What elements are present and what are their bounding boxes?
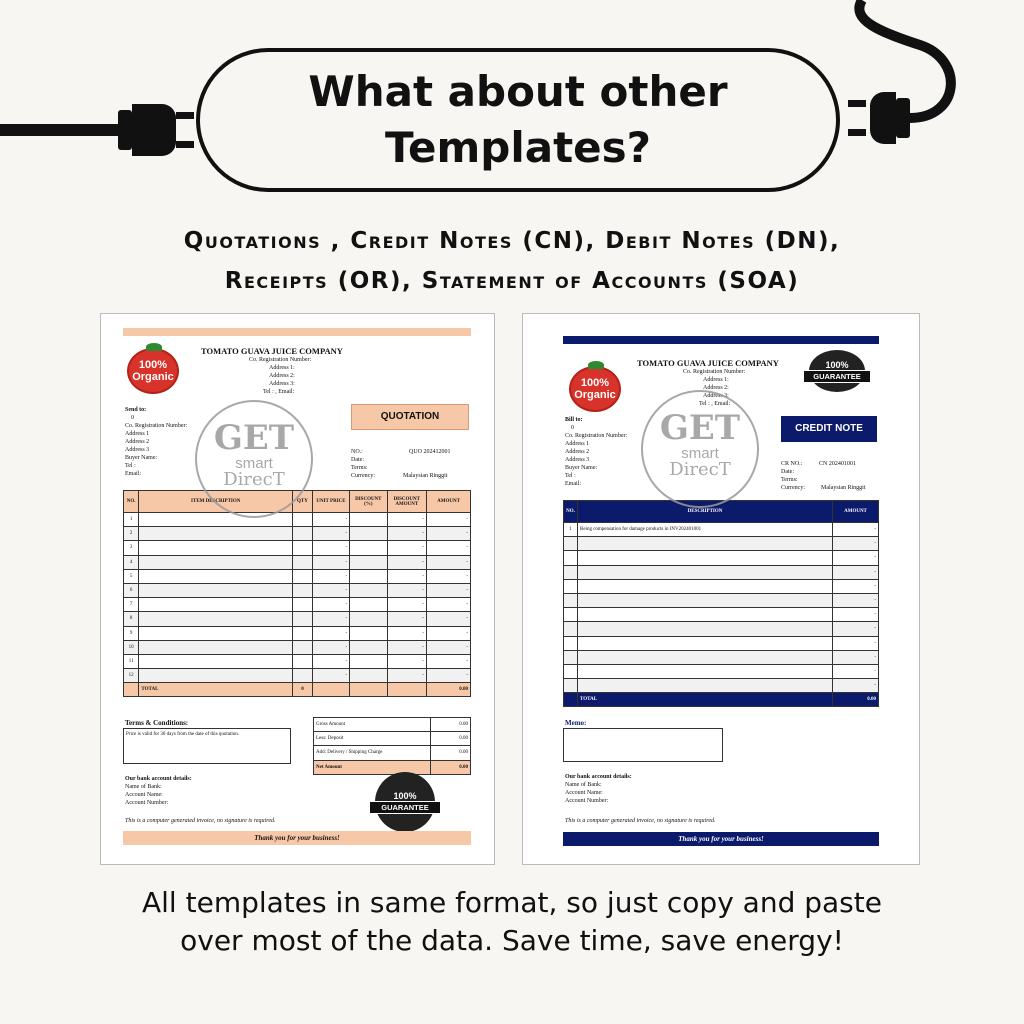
row-description [578, 622, 833, 636]
row-description [578, 608, 833, 622]
row-description [578, 565, 833, 579]
row-no [564, 608, 578, 622]
bank-name: Name of Bank: [125, 784, 162, 790]
table-row [564, 679, 879, 693]
row-discount-amount: - [387, 541, 427, 555]
row-no: 12 [124, 669, 139, 683]
row-no: 10 [124, 640, 139, 654]
account-number: Account Number: [125, 800, 169, 806]
row-amount: - [833, 650, 879, 664]
deposit-value: 0.00 [431, 732, 471, 746]
doc-no-label: CR NO.: [781, 461, 803, 467]
row-qty [293, 541, 313, 555]
company-address-2: Address 2: [703, 385, 729, 391]
total-label: TOTAL [578, 693, 833, 707]
getsmart-watermark [195, 400, 313, 518]
col-discount-pct: DISCOUNT (%) [350, 491, 387, 513]
row-discount-pct [350, 612, 387, 626]
row-discount-amount: - [387, 669, 427, 683]
company-address-1: Address 1: [269, 365, 295, 371]
table-row [124, 555, 471, 569]
total-amount: 0.00 [833, 693, 879, 707]
row-qty [293, 640, 313, 654]
row-unit-price: - [312, 640, 349, 654]
row-discount-amount: - [387, 513, 427, 527]
table-row [124, 583, 471, 597]
doc-no-label: NO.: [351, 449, 363, 455]
row-qty [293, 669, 313, 683]
col-no: NO. [124, 491, 139, 513]
computer-generated-note: This is a computer generated invoice, no signature is required. [125, 818, 276, 824]
row-amount: - [833, 579, 879, 593]
row-discount-pct [350, 555, 387, 569]
terms-text: Price is valid for 30 days from the date of this quotation. [126, 732, 240, 737]
bill-to-label: Bill to: [565, 417, 583, 423]
row-no [564, 579, 578, 593]
gross-label: Gross Amount [314, 718, 431, 732]
table-row [124, 640, 471, 654]
col-no: NO. [564, 501, 578, 523]
row-discount-pct [350, 654, 387, 668]
customer-address-2: Address 2 [125, 439, 150, 445]
customer-name: 0 [131, 415, 134, 421]
row-amount: - [833, 523, 879, 537]
customer-address-2: Address 2 [565, 449, 590, 455]
row-discount-amount: - [387, 640, 427, 654]
table-row [124, 513, 471, 527]
footer-line-2: over most of the data. Save time, save energy! [180, 924, 844, 957]
company-address-2: Address 2: [269, 373, 295, 379]
row-no: 1 [124, 513, 139, 527]
row-discount-pct [350, 626, 387, 640]
customer-address-3: Address 3 [565, 457, 590, 463]
doc-no-value: CN 202401001 [819, 461, 856, 467]
customer-name: 0 [571, 425, 574, 431]
row-description [139, 669, 293, 683]
table-row [564, 523, 879, 537]
gross-value: 0.00 [431, 718, 471, 732]
col-description: DESCRIPTION [578, 501, 833, 523]
total-label: TOTAL [139, 683, 293, 697]
row-discount-amount: - [387, 612, 427, 626]
row-amount: - [427, 527, 471, 541]
row-amount: - [427, 583, 471, 597]
row-amount: - [833, 664, 879, 678]
row-amount: - [427, 654, 471, 668]
row-discount-pct [350, 583, 387, 597]
row-no: 3 [124, 541, 139, 555]
row-no [564, 537, 578, 551]
thank-you-bar: Thank you for your business! [563, 832, 879, 846]
row-no: 2 [124, 527, 139, 541]
row-discount-amount: - [387, 569, 427, 583]
row-no [564, 593, 578, 607]
row-amount: - [427, 513, 471, 527]
row-description [139, 612, 293, 626]
row-no [564, 679, 578, 693]
company-address-3: Address 3: [703, 393, 729, 399]
memo-box [563, 728, 723, 762]
row-unit-price: - [312, 555, 349, 569]
total-spacer [124, 683, 139, 697]
row-no [564, 565, 578, 579]
row-no: 6 [124, 583, 139, 597]
row-description [578, 593, 833, 607]
col-unit-price: UNIT PRICE [312, 491, 349, 513]
customer-reg: Co. Registration Number: [565, 433, 628, 439]
title-line-1: What about other [308, 67, 728, 116]
row-discount-pct [350, 598, 387, 612]
row-no: 11 [124, 654, 139, 668]
organic-badge [127, 348, 179, 394]
row-description [139, 527, 293, 541]
table-row [564, 565, 879, 579]
header-bar [563, 336, 879, 344]
watermark-line-1: GET [213, 418, 295, 458]
row-description [578, 664, 833, 678]
row-discount-amount: - [387, 583, 427, 597]
row-amount: - [833, 537, 879, 551]
row-description [139, 640, 293, 654]
row-discount-pct [350, 541, 387, 555]
row-discount-pct [350, 669, 387, 683]
watermark-line-1: GET [659, 408, 741, 448]
bank-title: Our bank account details: [565, 774, 632, 780]
row-discount-pct [350, 640, 387, 654]
row-description [139, 626, 293, 640]
document-title: CREDIT NOTE [781, 416, 877, 442]
customer-email: Email: [565, 481, 581, 487]
col-amount: AMOUNT [833, 501, 879, 523]
header-bar [123, 328, 471, 336]
table-row [124, 654, 471, 668]
bank-title: Our bank account details: [125, 776, 192, 782]
organic-badge-line-1: 100% [580, 377, 610, 389]
table-row [564, 593, 879, 607]
guarantee-badge [809, 350, 865, 392]
buyer-name: Buyer Name: [565, 465, 598, 471]
row-amount: - [833, 622, 879, 636]
col-discount-amount: DISCOUNT AMOUNT [387, 491, 427, 513]
subtitle-line-2: Receipts (OR), Statement of Accounts (SOA) [224, 268, 800, 294]
row-amount: - [833, 636, 879, 650]
row-description [139, 654, 293, 668]
terms-label: Terms: [351, 465, 368, 471]
net-value: 0.00 [431, 760, 471, 774]
table-row [564, 622, 879, 636]
left-plug-icon [0, 104, 194, 156]
row-unit-price: - [312, 626, 349, 640]
row-no: 7 [124, 598, 139, 612]
doc-no-value: QUO 202412001 [409, 449, 451, 455]
document-title: QUOTATION [351, 404, 469, 430]
row-no: 8 [124, 612, 139, 626]
row-unit-price: - [312, 513, 349, 527]
terms-title: Terms & Conditions: [125, 719, 189, 727]
net-label: Net Amount [314, 760, 431, 774]
thank-you-bar: Thank you for your business! [123, 831, 471, 845]
row-amount: - [833, 565, 879, 579]
account-number: Account Number: [565, 798, 609, 804]
date-label: Date: [781, 469, 794, 475]
row-qty [293, 513, 313, 527]
row-amount: - [427, 555, 471, 569]
table-row [564, 636, 879, 650]
company-name: TOMATO GUAVA JUICE COMPANY [637, 358, 779, 368]
row-qty [293, 612, 313, 626]
table-row [124, 612, 471, 626]
buyer-name: Buyer Name: [125, 455, 158, 461]
computer-generated-note: This is a computer generated invoice, no signature is required. [565, 818, 716, 824]
delivery-label: Add: Delivery / Shipping Charge [314, 746, 431, 760]
title-line-2: Templates? [384, 123, 652, 172]
row-description [139, 555, 293, 569]
row-unit-price: - [312, 598, 349, 612]
row-description [139, 598, 293, 612]
row-no [564, 622, 578, 636]
row-no: 4 [124, 555, 139, 569]
guarantee-badge [375, 772, 435, 832]
credit-items-table [563, 500, 879, 707]
row-amount: - [833, 679, 879, 693]
company-address-3: Address 3: [269, 381, 295, 387]
company-contact: Tel : , Email: [263, 389, 295, 395]
total-qty: 0 [293, 683, 313, 697]
send-to-label: Send to: [125, 407, 147, 413]
bank-name: Name of Bank: [565, 782, 602, 788]
row-unit-price: - [312, 541, 349, 555]
row-amount: - [427, 541, 471, 555]
table-row [124, 569, 471, 583]
customer-address-3: Address 3 [125, 447, 150, 453]
row-no [564, 636, 578, 650]
delivery-value: 0.00 [431, 746, 471, 760]
row-description: Being compensation for damage products in INV202401001 [578, 523, 833, 537]
summary-table [313, 717, 471, 775]
table-row [564, 664, 879, 678]
table-row [564, 551, 879, 565]
quotation-template [100, 313, 495, 865]
row-amount: - [427, 669, 471, 683]
account-name: Account Name: [125, 792, 163, 798]
row-no [564, 551, 578, 565]
quotation-items-table [123, 490, 471, 697]
table-row [124, 527, 471, 541]
row-qty [293, 527, 313, 541]
right-plug-icon [848, 0, 951, 144]
row-discount-amount: - [387, 654, 427, 668]
credit-note-template [522, 313, 920, 865]
row-qty [293, 654, 313, 668]
table-row [564, 608, 879, 622]
row-discount-amount: - [387, 626, 427, 640]
row-unit-price: - [312, 569, 349, 583]
row-unit-price: - [312, 612, 349, 626]
customer-email: Email: [125, 471, 141, 477]
row-unit-price: - [312, 527, 349, 541]
currency-value: Malaysian Ringgit [403, 473, 448, 479]
row-qty [293, 598, 313, 612]
customer-tel: Tel : [565, 473, 576, 479]
watermark-line-3: DirecT [223, 469, 285, 490]
table-row [124, 598, 471, 612]
customer-tel: Tel : [125, 463, 136, 469]
guarantee-badge-line-2: GUARANTEE [803, 370, 871, 383]
subtitle-line-1: Quotations , Credit Notes (CN), Debit Notes (DN), [183, 228, 841, 254]
row-discount-amount: - [387, 555, 427, 569]
organic-badge-line-2: Organic [132, 371, 174, 383]
row-unit-price: - [312, 654, 349, 668]
row-description [578, 579, 833, 593]
company-reg: Co. Registration Number: [249, 357, 312, 363]
row-description [578, 537, 833, 551]
row-discount-amount: - [387, 598, 427, 612]
terms-label: Terms: [781, 477, 798, 483]
currency-label: Currency: [781, 485, 805, 491]
customer-address-1: Address 1 [565, 441, 590, 447]
company-contact: Tel : , Email: [699, 401, 731, 407]
row-no [564, 664, 578, 678]
company-address-1: Address 1: [703, 377, 729, 383]
row-amount: - [427, 612, 471, 626]
row-amount: - [427, 569, 471, 583]
row-qty [293, 555, 313, 569]
deposit-label: Less: Deposit [314, 732, 431, 746]
organic-badge-line-1: 100% [138, 359, 168, 371]
table-row [124, 669, 471, 683]
col-amount: AMOUNT [427, 491, 471, 513]
row-amount: - [833, 608, 879, 622]
watermark-line-2: smart [681, 445, 719, 462]
footer-line-1: All templates in same format, so just copy and paste [142, 886, 882, 919]
table-row [564, 537, 879, 551]
footer-text [0, 884, 1024, 960]
col-qty: QTY [293, 491, 313, 513]
company-name: TOMATO GUAVA JUICE COMPANY [201, 346, 343, 356]
watermark-line-2: smart [235, 455, 273, 472]
guarantee-badge-line-1: 100% [393, 790, 417, 801]
currency-label: Currency: [351, 473, 375, 479]
row-description [139, 583, 293, 597]
row-no: 1 [564, 523, 578, 537]
currency-value: Malaysian Ringgit [821, 485, 866, 491]
organic-badge-line-2: Organic [574, 389, 616, 401]
account-name: Account Name: [565, 790, 603, 796]
row-no [564, 650, 578, 664]
guarantee-badge-line-2: GUARANTEE [369, 801, 441, 814]
row-no: 5 [124, 569, 139, 583]
row-description [578, 551, 833, 565]
table-row [124, 626, 471, 640]
row-amount: - [833, 593, 879, 607]
row-description [139, 569, 293, 583]
terms-box [123, 728, 291, 764]
row-discount-pct [350, 527, 387, 541]
title-pill [196, 48, 840, 192]
date-label: Date: [351, 457, 364, 463]
table-row [124, 541, 471, 555]
row-description [139, 541, 293, 555]
row-unit-price: - [312, 583, 349, 597]
row-qty [293, 626, 313, 640]
row-amount: - [427, 640, 471, 654]
memo-label: Memo: [565, 719, 587, 727]
total-amount: 0.00 [427, 683, 471, 697]
company-reg: Co. Registration Number: [683, 369, 746, 375]
guarantee-badge-line-1: 100% [825, 359, 849, 370]
row-amount: - [427, 626, 471, 640]
row-no: 9 [124, 626, 139, 640]
row-discount-amount: - [387, 527, 427, 541]
row-description [578, 636, 833, 650]
row-unit-price: - [312, 669, 349, 683]
organic-badge [569, 366, 621, 412]
row-amount: - [833, 551, 879, 565]
getsmart-watermark [641, 390, 759, 508]
row-amount: - [427, 598, 471, 612]
table-row [564, 579, 879, 593]
row-discount-pct [350, 513, 387, 527]
row-qty [293, 583, 313, 597]
watermark-line-3: DirecT [669, 459, 731, 480]
customer-reg: Co. Registration Number: [125, 423, 188, 429]
table-row [564, 650, 879, 664]
customer-address-1: Address 1 [125, 431, 150, 437]
row-discount-pct [350, 569, 387, 583]
col-item-description: ITEM DESCRIPTION [139, 491, 293, 513]
row-description [578, 679, 833, 693]
row-description [578, 650, 833, 664]
row-qty [293, 569, 313, 583]
